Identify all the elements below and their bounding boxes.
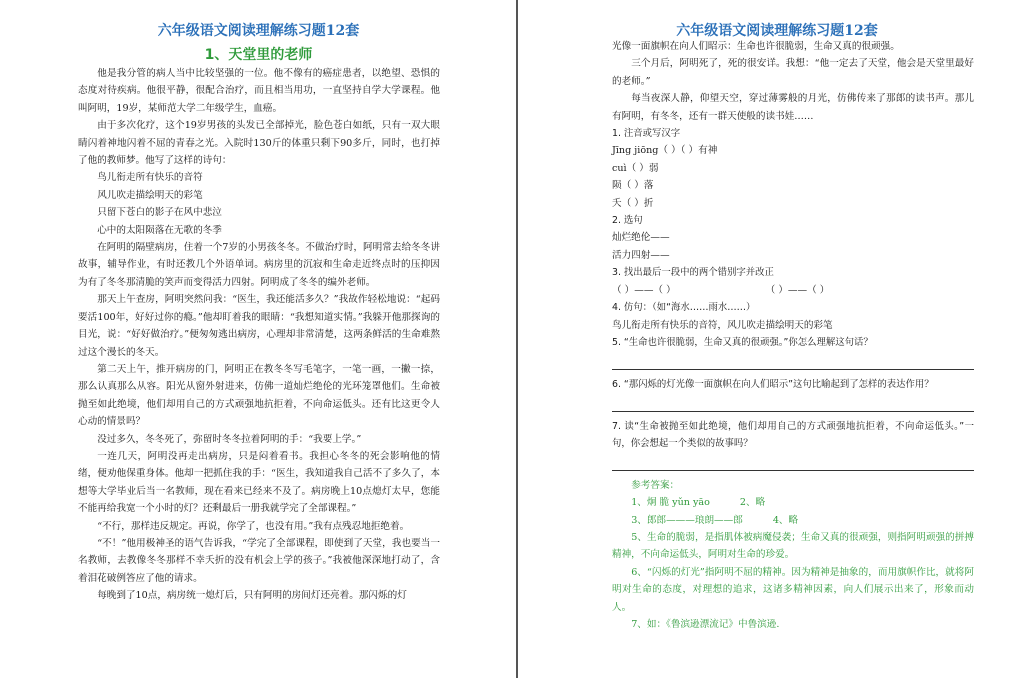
question-3: 3. 找出最后一段中的两个错别字并改正 bbox=[612, 267, 774, 279]
question-1: 1. 注音或写汉字 bbox=[612, 128, 681, 140]
question-4: 4. 仿句：（如“海水……雨水……） bbox=[612, 302, 756, 314]
question-item: 活力四射—— bbox=[612, 249, 670, 261]
paragraph: 三个月后，阿明死了，死的很安详。我想：“他一定去了天堂，他会是天堂里最好的老师。” bbox=[612, 58, 974, 87]
article-title: 1、天堂里的老师 bbox=[204, 47, 313, 63]
answer-item: 4、略 bbox=[772, 514, 799, 526]
paragraph: 第二天上午，推开病房的门，阿明正在教冬冬写毛笔字，一笔一画，一撇一捺，那么认真那么从容。阳光从窗外射进来，仿佛一道灿烂绝伦的光环笼罩他们。生命被抛至如此绝境，他们却用自己的方式顽强地抗拒着，不向命运低头。还有比这更令人心动的情景吗？ bbox=[78, 363, 440, 428]
paragraph: “不行，那样违反规定。再说，你学了，也没有用。”我有点残忍地拒绝着。 bbox=[97, 520, 410, 532]
poem-line: 只留下苍白的影子在风中悲泣 bbox=[97, 207, 222, 219]
question-2: 2. 选句 bbox=[612, 215, 643, 227]
question-7: 7. 读“生命被抛至如此绝境，他们却用自己的方式顽强地抗拒着，不向命运低头。”一句，你会想起一个类似的故事吗？ bbox=[612, 420, 974, 449]
left-page bbox=[0, 0, 517, 678]
answer-line bbox=[612, 351, 974, 369]
blank-pair: （ ）——（ ） bbox=[765, 284, 830, 296]
paragraph: “不！”他用极神圣的语气告诉我，“学完了全部课程，即使到了天堂，我也要当一名教师，去教像冬冬那样不幸夭折的没有机会上学的孩子。”我被他深深地打动了，含着泪花破例答应了他的请求。 bbox=[78, 537, 440, 584]
question-item: cuì（ ）弱 bbox=[612, 162, 659, 174]
paragraph: 光像一面旗帜在向人们昭示：生命也许很脆弱，生命又真的很顽强。 bbox=[612, 41, 900, 52]
answer-key bbox=[612, 477, 974, 634]
question-item: 鸟儿衔走所有快乐的音符，风儿吹走描绘明天的彩笔 bbox=[612, 319, 833, 331]
answer-item: 5、生命的脆弱，是指肌体被病魔侵袭；生命又真的很顽强，则指阿明顽强的拼搏精神，不向命运低头，阿明对生命的珍爱。 bbox=[612, 531, 974, 561]
page-title-right: 六年级语文阅读理解练习题12套 bbox=[676, 23, 878, 39]
question-item: 灿烂绝伦—— bbox=[612, 232, 670, 244]
paragraph: 由于多次化疗，这个19岁男孩的头发已全部掉光，脸色苍白如纸，只有一双大眼睛闪着神地闪着不屈的青春之光。入院时130斤的体重只剩下90多斤，同时，也打掉了他的教师梦。他写了这样的诗句： bbox=[78, 120, 440, 167]
paragraph: 每当夜深人静，仰望天空，穿过薄雾般的月光，仿佛传来了那郎的读书声。那儿有阿明，有冬冬，还有一群天使般的读书娃…… bbox=[612, 93, 974, 122]
question-item: Jīng jiōng（ ）（ ）有神 bbox=[612, 145, 718, 157]
answer-row bbox=[612, 494, 974, 511]
answer-line bbox=[612, 452, 974, 470]
question-item: 陨（ ）落 bbox=[612, 180, 654, 192]
question-6: 6. “那闪烁的灯光像一面旗帜在向人们昭示”这句比喻起到了怎样的表达作用？ bbox=[612, 378, 934, 390]
blank-pair: （ ）——（ ） bbox=[612, 284, 676, 296]
right-page bbox=[519, 0, 1035, 678]
page-title-left: 六年级语文阅读理解练习题12套 bbox=[157, 23, 360, 39]
answer-item: 2、略 bbox=[739, 497, 766, 509]
answer-line bbox=[612, 393, 974, 411]
article-body bbox=[78, 65, 440, 605]
answer-item: 6、“闪烁的灯光”指阿明不屈的精神。因为精神是抽象的，而用旗帜作比，就将阿明对生命的态度，对理想的追求，这诸多精神因素，向人们展示出来了，形象而动人。 bbox=[612, 566, 974, 613]
answer-item: 1、炯 脆 yǔn yāo bbox=[631, 497, 710, 509]
questions-body bbox=[612, 38, 974, 633]
question-5: 5. “生命也许很脆弱，生命又真的很顽强。”你怎么理解这句话？ bbox=[612, 336, 873, 348]
paragraph: 那天上午查房，阿明突然问我：“医生，我还能活多久？”我故作轻松地说：“起码要活100年，好好过你的瘾。”他却盯着我的眼睛：“我想知道实情。”我躲开他那探询的目光，说：“好好做治疗。”便匆匆逃出病房，心理却非常清楚，这两条鲜活的生命难熬过这个漫长的冬天。 bbox=[78, 294, 440, 358]
poem-line: 风儿吹走描绘明天的彩笔 bbox=[97, 189, 203, 201]
answer-row bbox=[612, 512, 974, 529]
paragraph: 一连几天，阿明没再走出病房，只是闷着看书。我担心冬冬的死会影响他的情绪，便劝他保重身体。他却一把抓住我的手：“医生，我知道我自己活不了多久了，本想等大学毕业后当一名教师，现在看来已经来不及了。病房晚上10点熄灯太早，您能不能再给我宽一个小时的灯？还剩最后一册我就学完了全部课程。” bbox=[78, 450, 440, 515]
answer-item: 7、如：《鲁滨逊漂流记》中鲁滨逊. bbox=[631, 618, 780, 630]
question-item-row bbox=[612, 282, 974, 299]
question-item: 夭（ ）折 bbox=[612, 197, 654, 209]
answer-item: 3、郎郎———琅朗——郎 bbox=[631, 514, 743, 526]
poem-line: 鸟儿衔走所有快乐的音符 bbox=[97, 172, 203, 184]
answer-key-title: 参考答案： bbox=[631, 479, 680, 491]
paragraph: 没过多久，冬冬死了，弥留时冬冬拉着阿明的手：“我要上学。” bbox=[97, 433, 362, 445]
poem-line: 心中的太阳陨落在无歌的冬季 bbox=[97, 224, 222, 236]
paragraph: 他是我分管的病人当中比较坚强的一位。他不像有的癌症患者，以绝望、恐惧的态度对待疾病。他很平静，很配合治疗，而且相当用功，一直坚持自学大学课程。他叫阿明，19岁，某师范大学二年级学生，血癌。 bbox=[78, 68, 440, 114]
paragraph: 在阿明的隔壁病房，住着一个7岁的小男孩冬冬。不做治疗时，阿明常去给冬冬讲故事，辅导作业，有时还教几个外语单词。病房里的沉寂和生命走近终点时的压抑因为有了冬冬那清脆的笑声而变得活力四射。阿明成了冬冬的编外老师。 bbox=[78, 242, 440, 288]
paragraph: 每晚到了10点，病房统一熄灯后，只有阿明的房间灯还亮着。那闪烁的灯 bbox=[97, 590, 407, 602]
